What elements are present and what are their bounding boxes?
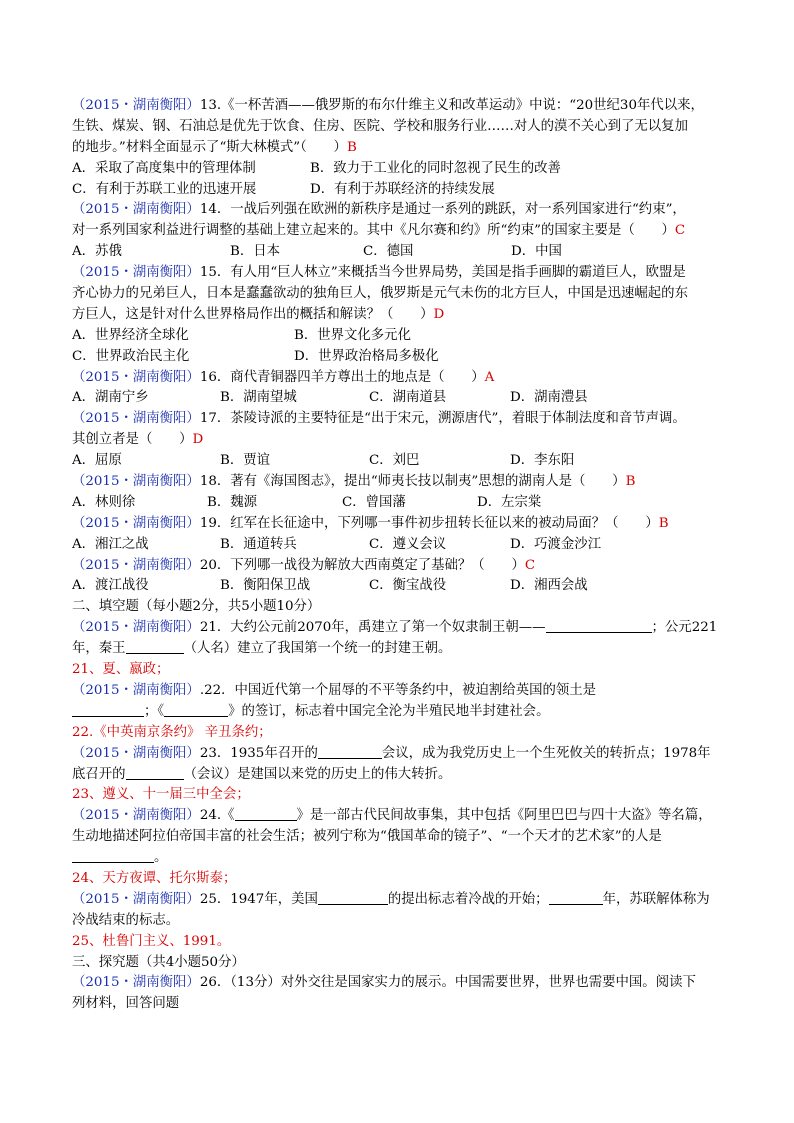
- q18-options: [72, 493, 724, 514]
- q23-line-1: （2015・湖南衡阳）23．1935年召开的 会议，成为我党历史上一个生死攸关的转折点；1978年: [72, 745, 711, 761]
- q13-option-b: B．致力于工业化的同时忽视了民生的改善: [310, 160, 561, 176]
- q20-option-d: D．湘西会战: [510, 578, 588, 594]
- q20-option-a: A．渡江战役: [72, 578, 149, 594]
- q20-options: [72, 576, 724, 597]
- source-tag: （2015・湖南衡阳）: [72, 515, 200, 531]
- source-tag: （2015・湖南衡阳）: [72, 369, 200, 385]
- q17-option-c: C．刘巴: [369, 453, 420, 469]
- q15-line-2: 齐心协力的兄弟巨人，日本是蠢蠢欲动的独角巨人，俄罗斯是元气未伤的北方巨人，中国是迅速崛起的东: [72, 286, 688, 302]
- q15-options-row-2: [72, 347, 724, 368]
- q13-option-a: A．采取了高度集中的管理体制: [72, 160, 256, 176]
- q13-options-row-1: [72, 159, 724, 180]
- source-tag: （2015・湖南衡阳）: [72, 474, 200, 490]
- q19-option-c: C．遵义会议: [369, 536, 447, 552]
- q20-option-c: C．衡宝战役: [369, 578, 447, 594]
- q19-line-1: （2015・湖南衡阳）19．红军在长征途中，下列哪一事件初步扭转长征以来的被动局面？（ ）B: [72, 515, 669, 531]
- q18-option-d: D．左宗棠: [477, 494, 542, 510]
- source-tag: （2015・湖南衡阳）: [72, 557, 200, 573]
- source-tag: （2015・湖南衡阳）: [72, 745, 200, 761]
- q21-blank-2: [126, 639, 184, 654]
- q25-blank-1: [318, 890, 388, 905]
- q16-option-d: D．湖南澧县: [510, 390, 588, 406]
- q15-option-a: A．世界经济全球化: [72, 327, 189, 343]
- q24-blank-1: [235, 806, 297, 821]
- q16-line-1: （2015・湖南衡阳）16．商代青铜器四羊方尊出土的地点是（ ）A: [72, 369, 495, 385]
- q14-option-d: D．中国: [511, 244, 562, 260]
- q14-answer: C: [674, 223, 686, 239]
- section-3-heading: 三、探究题（共4小题50分）: [72, 954, 245, 970]
- q15-line-3: 方巨人，这是针对什么世界格局作出的概括和解读？（ ）D: [72, 306, 445, 322]
- q22-answer: 22.《中英南京条约》 辛丑条约；: [72, 724, 272, 740]
- q13-options-row-2: [72, 180, 724, 201]
- q26-line-1: （2015・湖南衡阳）26．（13分）对外交往是国家实力的展示。中国需要世界，世界也需要中国。阅读下: [72, 975, 696, 991]
- q21-line-1: （2015・湖南衡阳）21．大约公元前2070年，禹建立了第一个奴隶制王朝—— ；公元221: [72, 620, 718, 636]
- q26-line-2: 列材料，回答问题: [72, 996, 180, 1012]
- q15-option-d: D．世界政治格局多极化: [294, 348, 439, 364]
- q24-line-2: 生动地描述阿拉伯帝国丰富的社会生活；被列宁称为“俄国革命的镜子”、“一个天才的艺术家”的人是: [72, 829, 662, 845]
- q17-line-1: （2015・湖南衡阳）17．茶陵诗派的主要特征是“出于宋元，溯源唐代”，着眼于体制法度和音节声调。: [72, 411, 686, 427]
- q18-answer: B: [625, 474, 636, 490]
- source-tag: （2015・湖南衡阳）: [72, 265, 200, 281]
- source-tag: （2015・湖南衡阳）: [72, 682, 200, 698]
- q17-option-d: D．李东阳: [510, 453, 575, 469]
- q13-answer: B: [346, 139, 357, 155]
- q17-answer: D: [192, 432, 204, 448]
- q14-option-b: B．日本: [230, 244, 281, 260]
- source-tag: （2015・湖南衡阳）: [72, 891, 200, 907]
- q14-line-2: 对一系列国家利益进行调整的基础上建立起来的。其中《凡尔赛和约》所“约束”的国家主要是（ ）C: [72, 223, 686, 239]
- q15-options-row-1: [72, 326, 724, 347]
- q24-blank-2: [72, 848, 154, 863]
- source-tag: （2015・湖南衡阳）: [72, 975, 200, 991]
- q19-option-a: A．湘江之战: [72, 536, 149, 552]
- q23-answer: 23、遵义、十一届三中全会；: [72, 787, 250, 803]
- q13-option-c: C．有利于苏联工业的迅速开展: [72, 181, 257, 197]
- q23-line-2: 底召开的 （会议）是建国以来党的历史上的伟大转折。: [72, 766, 452, 782]
- q19-option-b: B．通道转兵: [220, 536, 297, 552]
- q13-line-2: 生铁、煤炭、钢、石油总是优先于饮食、住房、医院、学校和服务行业……对人的漠不关心到了无以复加: [72, 118, 688, 134]
- q18-option-c: C．曾国藩: [342, 494, 406, 510]
- q20-option-b: B．衡阳保卫战: [220, 578, 311, 594]
- q23-blank-1: [318, 744, 382, 759]
- q18-option-b: B．魏源: [207, 494, 258, 510]
- q16-option-c: C．湖南道县: [369, 390, 447, 406]
- q16-option-b: B．湖南望城: [220, 390, 297, 406]
- q23-blank-2: [126, 765, 184, 780]
- q24-answer: 24、天方夜谭、托尔斯泰；: [72, 870, 237, 886]
- q13-line-3: 的地步。”材料全面显示了“斯大林模式”（ ）B: [72, 139, 357, 155]
- source-tag: （2015・湖南衡阳）: [72, 620, 200, 636]
- q25-blank-2: [549, 890, 603, 905]
- q16-answer: A: [484, 369, 495, 385]
- q22-blank-1: [72, 702, 144, 717]
- q17-option-a: A．屈原: [72, 453, 122, 469]
- q16-option-a: A．湖南宁乡: [72, 390, 149, 406]
- q15-answer: D: [433, 306, 445, 322]
- q17-option-b: B．贾谊: [220, 453, 271, 469]
- q13-option-d: D．有利于苏联经济的持续发展: [310, 181, 495, 197]
- q13-line-1: （2015・湖南衡阳）13.《一杯苦酒——俄罗斯的布尔什维主义和改革运动》中说：“20世纪30年代以来，: [72, 98, 704, 113]
- q25-line-2: 冷战结束的标志。: [72, 912, 180, 928]
- exam-content: [72, 96, 724, 1015]
- q16-options: [72, 388, 724, 409]
- q19-answer: B: [658, 515, 669, 531]
- q22-line-1: （2015・湖南衡阳）.22．中国近代第一个屈辱的不平等条约中，被迫割给英国的领土是: [72, 682, 597, 698]
- q14-line-1: （2015・湖南衡阳）14．一战后列强在欧洲的新秩序是通过一系列的跳跃，对一系列国家进行“约束”，: [72, 202, 686, 218]
- q19-options: [72, 535, 724, 556]
- q20-answer: C: [524, 557, 536, 573]
- section-2-heading: 二、填空题（每小题2分，共5小题10分）: [72, 599, 321, 615]
- q19-option-d: D．巧渡金沙江: [510, 536, 602, 552]
- source-tag: （2015・湖南衡阳）: [72, 808, 200, 824]
- q24-line-3: 。: [72, 848, 724, 869]
- q22-line-2: ；《 》的签订，标志着中国完全沦为半殖民地半封建社会。: [72, 702, 724, 723]
- q17-line-2: 其创立者是（ ）D: [72, 432, 204, 448]
- q17-options: [72, 451, 724, 472]
- q21-line-2: 年，秦王 （人名）建立了我国第一个统一的封建王朝。: [72, 641, 452, 657]
- q14-option-a: A．苏俄: [72, 244, 122, 260]
- q15-option-c: C．世界政治民主化: [72, 348, 190, 364]
- q22-blank-2: [164, 702, 228, 717]
- q18-line-1: （2015・湖南衡阳）18．著有《海国图志》，提出“师夷长技以制夷”思想的湖南人是（ ）B: [72, 474, 636, 490]
- q25-line-1: （2015・湖南衡阳）25．1947年，美国 的提出标志着冷战的开始； 年，苏联解体称为: [72, 891, 710, 907]
- source-tag: （2015・湖南衡阳）: [72, 98, 200, 113]
- q21-blank-1: [546, 618, 652, 633]
- q21-answer: 21、夏、嬴政；: [72, 662, 170, 678]
- q25-answer: 25、杜鲁门主义、1991。: [72, 933, 231, 949]
- q15-option-b: B．世界文化多元化: [294, 327, 411, 343]
- q14-option-c: C．德国: [363, 244, 414, 260]
- source-tag: （2015・湖南衡阳）: [72, 411, 200, 427]
- q18-option-a: A．林则徐: [72, 494, 136, 510]
- q14-options: [72, 242, 724, 263]
- q24-line-1: （2015・湖南衡阳）24.《 》是一部古代民间故事集，其中包括《阿里巴巴与四十大盗》等名篇，: [72, 808, 712, 824]
- q15-line-1: （2015・湖南衡阳）15．有人用“巨人林立”来概括当今世界局势，美国是指手画脚的霸道巨人，欧盟是: [72, 265, 686, 281]
- q20-line-1: （2015・湖南衡阳）20．下列哪一战役为解放大西南奠定了基础？（ ）C: [72, 557, 536, 573]
- source-tag: （2015・湖南衡阳）: [72, 202, 200, 218]
